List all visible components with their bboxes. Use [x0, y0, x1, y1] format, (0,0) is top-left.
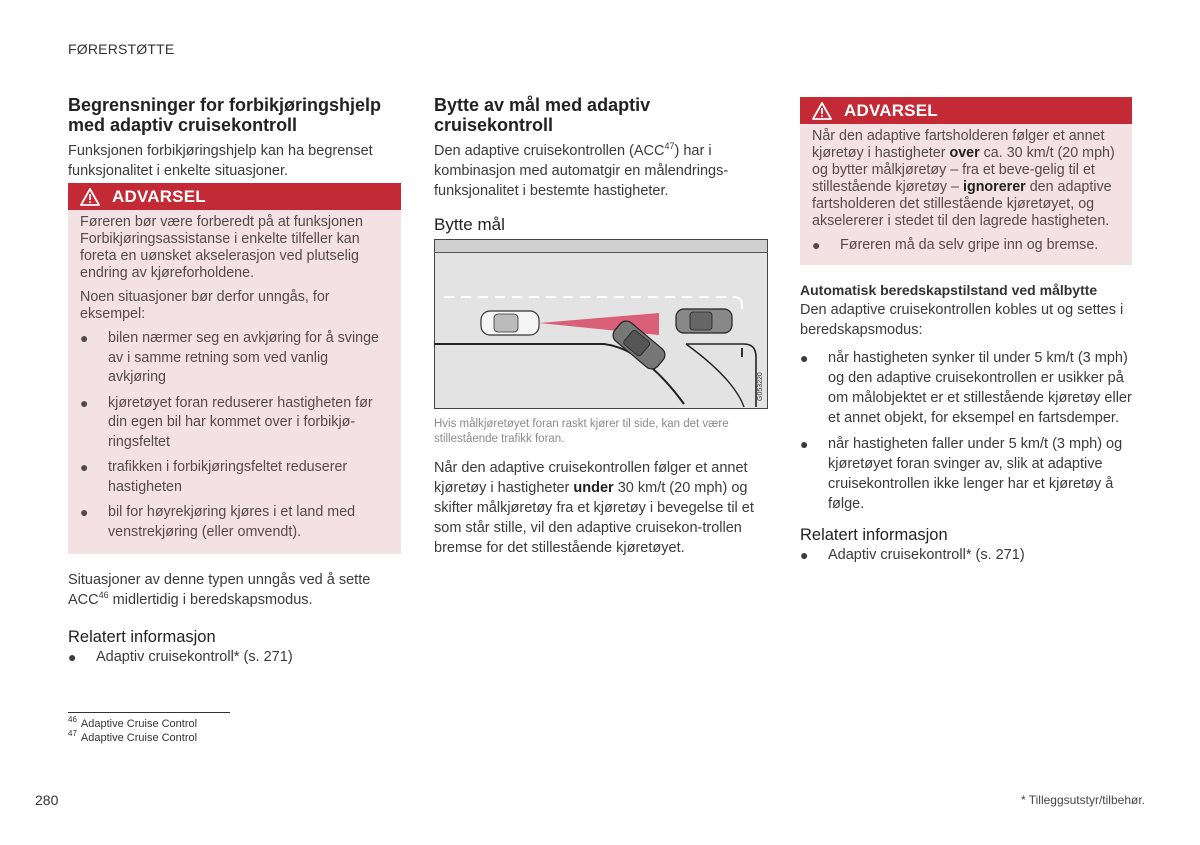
accessory-footnote: * Tilleggsutstyr/tilbehør.: [1020, 793, 1145, 807]
warning-triangle-icon: [80, 188, 100, 206]
warning-header-1: [68, 183, 401, 210]
figure-caption: Hvis målkjøretøyet foran raskt kjører til side, kan det være stillestående trafikk foran.: [434, 418, 729, 445]
page-number: 280: [35, 792, 59, 808]
running-header: FØRERSTØTTE: [68, 41, 175, 57]
after-warning-text: Situasjoner av denne typen unngås ved å sette ACC$^{46}$ midlertidig i beredskapsmodus.: [68, 572, 371, 608]
list-item: ● bil for høyrekjøring kjøres i et land med venstrekjøring (eller omvendt).: [80, 504, 356, 540]
road-illustration: [434, 239, 768, 409]
standby-intro: Den adaptive cruisekontrollen kobles ut og settes i beredskapsmodus:: [800, 301, 1124, 338]
illustration-target-change: [434, 239, 768, 409]
footnote-47: $^{47}$ Adaptive Cruise Control: [68, 729, 198, 744]
limitations-intro: Funksjonen forbikjøringshjelp kan ha begrenset funksjonalitet i enkelte situasjoner.: [68, 143, 373, 179]
warning-text-3: Når den adaptive fartsholderen følger et annet kjøretøy i hastigheter over ca. 30 km/t (20 mph) og bytter målkjøretøy – fra et beve-gelig til et stillestående kjøretøy – ignorerer den adaptive fartsholderen det stillestående kjøretøyet, og akselererer i stedet til den lagrede hastigheten.: [812, 128, 1115, 229]
warning-header-2: [800, 97, 1132, 124]
column-target-change: [434, 95, 768, 558]
related-list-2: [800, 547, 1132, 563]
related-link-adaptive-cruise[interactable]: ● Adaptiv cruisekontroll* (s. 271): [800, 546, 1025, 563]
warning-list-1: [80, 329, 389, 542]
list-item: ● bilen nærmer seg en avkjøring for å svinge av i samme retning som ved vanlig avkjøring: [80, 330, 379, 385]
warning-triangle-icon: [812, 102, 832, 120]
column-warning-standby: [800, 97, 1132, 563]
warning-body-1: [68, 210, 401, 554]
list-item: ● Føreren må da selv gripe inn og bremse.: [812, 237, 1099, 253]
limitations-title: Begrensninger for forbikjøringshjelp med adaptiv cruisekontroll: [68, 95, 382, 135]
subtitle-change-target: Bytte mål: [434, 215, 505, 234]
footnotes: [68, 712, 230, 745]
standby-title: Automatisk beredskapstilstand ved målbytte: [800, 281, 1098, 298]
list-item: ● kjøretøyet foran reduserer hastigheten før din egen bil har kommet over i forbikjø-ringsfeltet: [80, 394, 373, 450]
own-car-icon: [481, 311, 539, 335]
figure-id: G053220: [757, 372, 764, 401]
list-item: ● trafikken i forbikjøringsfeltet reduserer hastigheten: [80, 459, 348, 495]
warning-label-1: ADVARSEL: [112, 186, 206, 206]
footnote-46: $^{46}$ Adaptive Cruise Control: [68, 715, 198, 730]
related-link-adaptive-cruise[interactable]: ● Adaptiv cruisekontroll* (s. 271): [68, 649, 293, 665]
related-list-1: [68, 649, 401, 665]
warning-box-1: [68, 183, 401, 554]
standby-list: [800, 348, 1132, 514]
related-info-title-1: Relatert informasjon: [68, 628, 216, 646]
warning-list-2: [812, 236, 1120, 256]
column-limitations: [68, 95, 401, 665]
warning-text-2: Noen situasjoner bør derfor unngås, for eksempel:: [80, 289, 330, 322]
target-change-intro: Den adaptive cruisekontrollen (ACC$^{47}$) har i kombinasjon med automatgir en målendrings-funksjonalitet i bestemte hastigheter.: [434, 141, 729, 199]
warning-label-2: ADVARSEL: [844, 100, 938, 120]
related-info-title-2: Relatert informasjon: [800, 525, 948, 544]
stationary-car-icon: [676, 309, 732, 333]
warning-body-2: [800, 124, 1132, 265]
warning-text-1: Føreren bør være forberedt på at funksjonen Forbikjøringsassistanse i enkelte tilfeller kan foreta en uønsket akselerasjon ved plutselig endring av kjøreforholdene.: [80, 214, 363, 281]
warning-box-2: [800, 97, 1132, 265]
list-item: ● når hastigheten faller under 5 km/t (3 mph) og kjøretøyet foran svinger av, slik at adaptive cruisekontrollen ikke lenger har et kjøretøy å følge.: [800, 435, 1123, 512]
target-change-body: Når den adaptive cruisekontrollen følger et annet kjøretøy i hastigheter under 30 km/t (20 mph) og skifter målkjøretøy fra et kjøretøy i bevegelse til et som står stille, vil den adaptive cruisekon-trollen bremse for det stillestående kjøretøyet.: [434, 460, 754, 556]
list-item: ● når hastigheten synker til under 5 km/t (3 mph) og den adaptive cruisekontrollen er usikker på om målobjektet er et stillestående kjøretøy eller et annet objekt, for eksempel en fartsdemper.: [800, 349, 1132, 426]
target-change-title: Bytte av mål med adaptiv cruisekontroll: [434, 95, 651, 135]
